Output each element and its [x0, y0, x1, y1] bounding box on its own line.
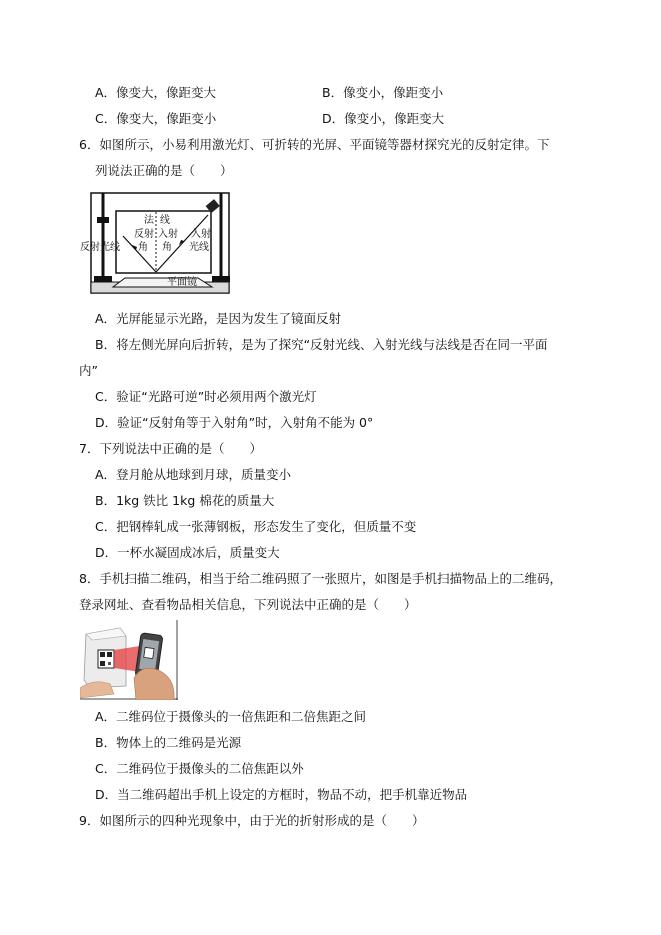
q6-option-a: A．光屏能显示光路，是因为发生了镜面反射 — [95, 311, 342, 326]
label-mirror: 平面镜 — [167, 277, 197, 288]
label-incident-ray-2: 光线 — [189, 242, 209, 253]
q6-stem-line2: 列说法正确的是（ ） — [95, 163, 233, 178]
q6-option-b-line2: 内” — [79, 363, 98, 378]
q5-option-d: D．像变小，像距变大 — [322, 111, 445, 126]
q6-option-d: D．验证“反射角等于入射角”时，入射角不能为 0° — [95, 415, 374, 430]
left-clamp — [97, 217, 109, 223]
qr-dot — [108, 662, 111, 665]
label-incident-angle-1: 入射 — [158, 229, 178, 240]
q6-stem-line1: 6．如图所示，小易利用激光灯、可折转的光屏、平面镜等器材探究光的反射定律。下 — [79, 137, 550, 152]
label-reflected-ray: 反射光线 — [80, 242, 120, 253]
qr-finder-3 — [100, 661, 105, 666]
q7-option-b: B．1kg 铁比 1kg 棉花的质量大 — [95, 493, 275, 508]
qr-finder-1 — [100, 652, 105, 657]
q7-stem: 7．下列说法中正确的是（ ） — [79, 441, 262, 456]
label-reflect-angle-2: 角 — [138, 242, 148, 253]
q6-option-c: C．验证“光路可逆”时必须用两个激光灯 — [95, 389, 317, 404]
q8-option-b: B．物体上的二维码是光源 — [95, 735, 242, 750]
phone-screen-qr — [144, 647, 154, 658]
label-incident-ray-1: 入射 — [191, 229, 211, 240]
q8-stem-line1: 8．手机扫描二维码，相当于给二维码照了一张照片，如图是手机扫描物品上的二维码， — [79, 571, 562, 586]
q7-option-d: D．一杯水凝固成冰后，质量变大 — [95, 545, 280, 560]
plane-mirror — [113, 278, 212, 287]
q8-phone-scanning-photo — [80, 620, 178, 700]
qr-finder-2 — [107, 652, 112, 657]
q5-option-b: B．像变小，像距变小 — [322, 85, 444, 100]
q8-stem-line2: 登录网址、查看物品相关信息，下列说法中正确的是（ ） — [79, 597, 417, 612]
q8-option-d: D．当二维码超出手机上设定的方框时，物品不动，把手机靠近物品 — [95, 787, 468, 802]
right-foot — [212, 276, 230, 282]
label-normal-1: 法 — [144, 215, 154, 226]
q9-stem: 9．如图所示的四种光现象中，由于光的折射形成的是（ ） — [79, 813, 425, 828]
q6-option-b-line1: B．将左侧光屏向后折转，是为了探究“反射光线、入射光线与法线是否在同一平面 — [95, 337, 548, 352]
label-incident-angle-2: 角 — [162, 242, 172, 253]
q8-option-c: C．二维码位于摄像头的二倍焦距以外 — [95, 761, 304, 776]
q5-option-a: A．像变大，像距变大 — [95, 85, 217, 100]
q6-reflection-apparatus-figure — [80, 190, 235, 300]
q5-option-c: C．像变大，像距变小 — [95, 111, 217, 126]
left-foot — [94, 276, 112, 282]
label-reflect-angle-1: 反射 — [134, 229, 154, 240]
q8-option-a: A．二维码位于摄像头的一倍焦距和二倍焦距之间 — [95, 709, 367, 724]
label-normal-2: 线 — [160, 215, 170, 226]
q7-option-c: C．把钢棒轧成一张薄钢板，形态发生了变化，但质量不变 — [95, 519, 417, 534]
q7-option-a: A．登月舱从地球到月球，质量变小 — [95, 467, 292, 482]
